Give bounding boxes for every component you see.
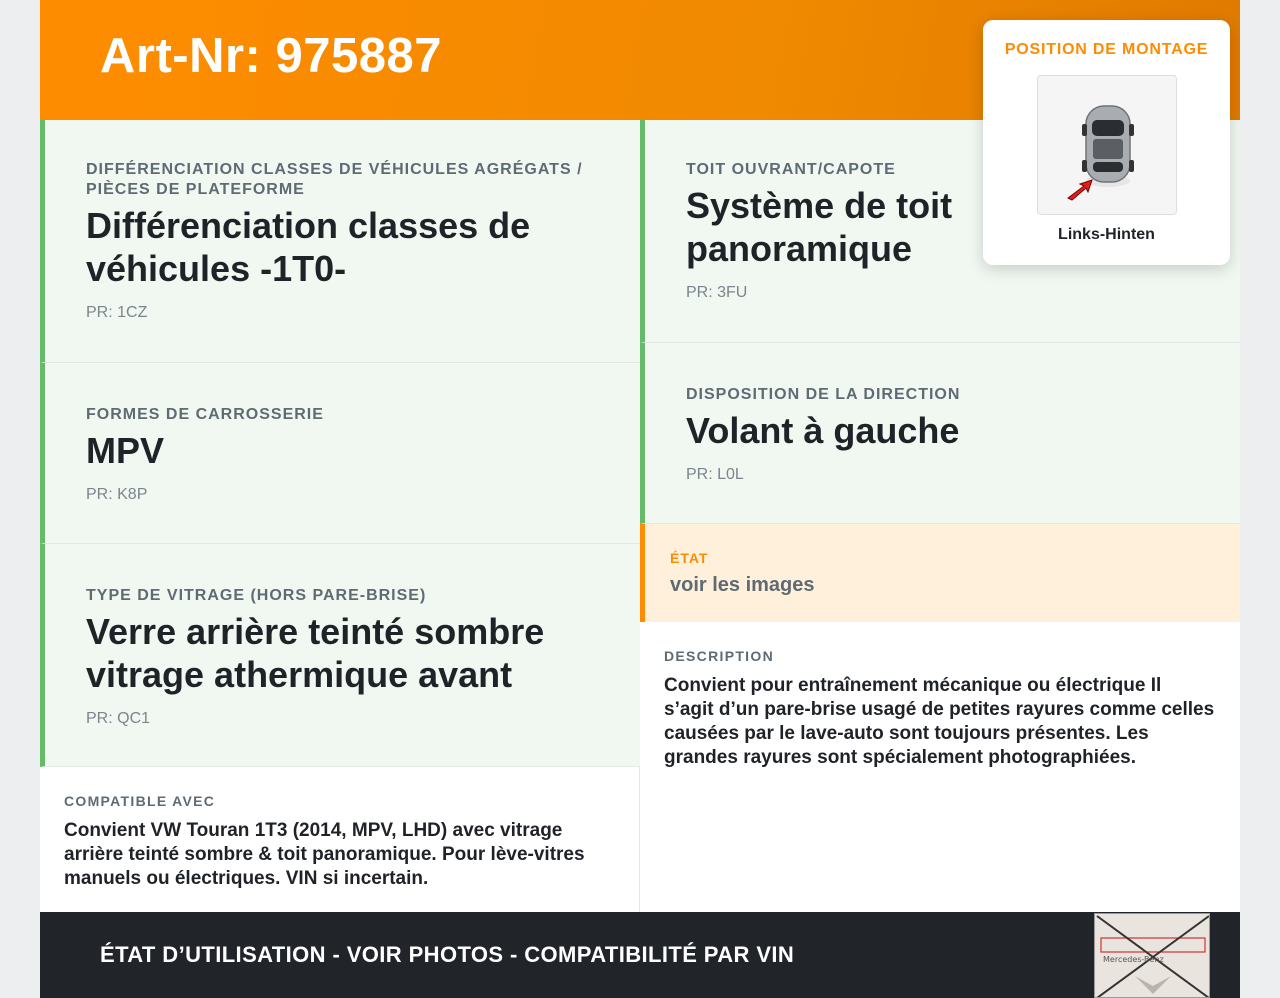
mounting-position-value: Links-Hinten — [1058, 226, 1155, 243]
spec-pr-code: PR: 3FU — [686, 284, 748, 301]
condition-box — [640, 524, 1240, 622]
compatibility-label: COMPATIBLE AVEC — [64, 793, 216, 809]
spec-body-shape — [40, 363, 640, 544]
spec-value: Système de toit panoramique — [686, 185, 953, 269]
spec-glazing-type — [40, 544, 640, 767]
footer-bar — [40, 912, 1240, 998]
spec-value: Volant à gauche — [686, 410, 960, 451]
spec-pr-code: PR: QC1 — [86, 710, 151, 727]
spec-pr-code: PR: K8P — [86, 486, 148, 503]
spec-label: DIFFÉRENCIATION CLASSES DE VÉHICULES AGRÉGATS / PIÈCES DE PLATEFORME — [86, 161, 583, 198]
spec-value: Verre arrière teinté sombre vitrage athermique avant — [86, 611, 545, 695]
compatibility-section — [40, 767, 640, 912]
product-page — [40, 0, 1240, 998]
car-top-view-icon — [1038, 76, 1178, 216]
thumbnail-image — [1095, 914, 1210, 998]
description-text: Convient pour entraînement mécanique ou électrique Il s’agit d’un pare-brise usagé de petites rayures comme celles causées par le lave-auto sont toujours présentes. Les grandes rayures sont spécialement photographiées. — [664, 675, 1215, 768]
mounting-position-card — [983, 20, 1230, 265]
spec-pr-code: PR: L0L — [686, 466, 744, 483]
spec-label: DISPOSITION DE LA DIRECTION — [686, 386, 961, 403]
spec-steering — [640, 343, 1240, 524]
condition-label: ÉTAT — [670, 550, 709, 566]
spec-label: FORMES DE CARROSSERIE — [86, 406, 324, 423]
page-title: Art-Nr: 975887 — [100, 29, 442, 83]
spec-value: MPV — [86, 430, 165, 471]
product-thumbnail[interactable] — [1094, 913, 1210, 998]
description-section — [640, 622, 1240, 912]
spec-label: TOIT OUVRANT/CAPOTE — [686, 161, 896, 178]
compatibility-text: Convient VW Touran 1T3 (2014, MPV, LHD) avec vitrage arrière teinté sombre & toit panoramique. Pour lève-vitres manuels ou électriques. VIN si incertain. — [64, 820, 585, 889]
spec-label: TYPE DE VITRAGE (HORS PARE-BRISE) — [86, 587, 427, 604]
spec-pr-code: PR: 1CZ — [86, 304, 148, 321]
condition-value: voir les images — [670, 574, 815, 596]
spec-platform-classes — [40, 120, 640, 363]
thumbnail-label: Mercedes-Benz — [1103, 955, 1164, 964]
spec-value: Différenciation classes de véhicules -1T0- — [86, 205, 531, 289]
footer-text: ÉTAT D’UTILISATION - VOIR PHOTOS - COMPATIBILITÉ PAR VIN — [100, 942, 795, 967]
mounting-position-title: POSITION DE MONTAGE — [1004, 41, 1209, 58]
mounting-position-image — [1037, 75, 1177, 215]
description-label: DESCRIPTION — [664, 648, 774, 664]
